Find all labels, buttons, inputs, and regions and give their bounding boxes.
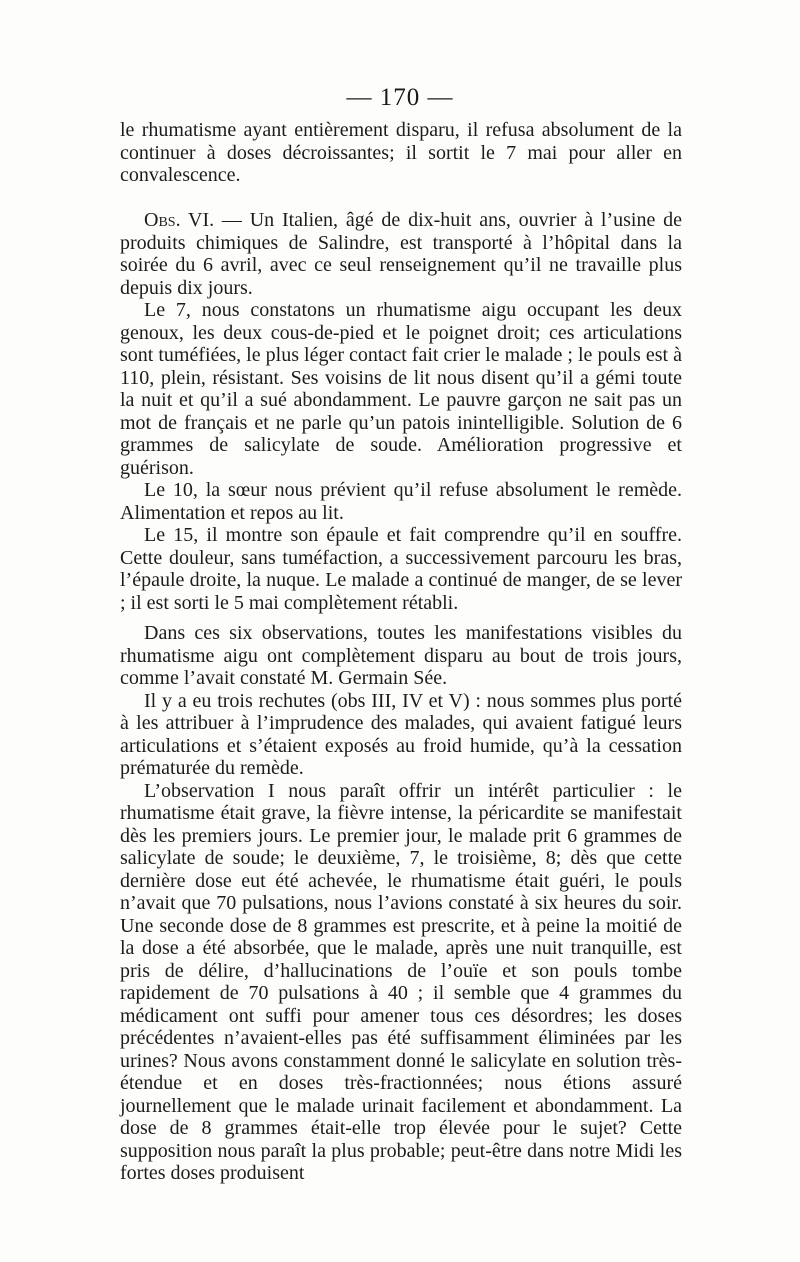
discussion-paragraph-2: Il y a eu trois rechutes (obs III, IV et V) : nous sommes plus porté à les attribuer à l’imprudence des malades, qui avaient fatigué leurs articulations et s’étaient exposés au froid humide, qu’à la cessation prématurée du remède. (120, 689, 682, 779)
continuation-paragraph-block (120, 119, 682, 187)
discussion-paragraph-3: L’observation I nous paraît offrir un intérêt particulier : le rhumatisme était grave, la fièvre intense, la péricardite se manifestait dès les premiers jours. Le premier jour, le malade prit 6 grammes de salicylate de soude; le deuxième, 7, le troisième, 8; dès que cette dernière dose eut été achevée, le rhumatisme était guéri, le pouls n’avait que 70 pulsations, nous l’avions constaté à six heures du soir. Une seconde dose de 8 grammes est prescrite, et à peine la moitié de la dose a été absorbée, que le malade, après une nuit tranquille, est pris de délire, d’hallucinations de l’ouïe et son pouls tombe rapidement de 70 pulsations à 40 ; il semble que 4 grammes du médicament ont suffi pour amener tous ces désordres; les doses précédentes n’avaient-elles pas été suffisamment éliminées par les urines? Nous avons constamment donné le salicylate en solution très-étendue et en doses très-fractionnées; nous étions assuré journellement que le malade urinait facilement et abondamment. La dose de 8 grammes était-elle trop élevée pour le sujet? Cette supposition nous paraît la plus probable; peut-être dans notre Midi les fortes doses produisent (120, 779, 682, 1184)
page-number: — 170 — (346, 84, 454, 111)
observation-vi-paragraph-4: Le 15, il montre son épaule et fait comprendre qu’il en souffre. Cette douleur, sans tuméfaction, a successivement parcouru les bras, l’épaule droite, la nuque. Le malade a continué de manger, de se lever ; il est sorti le 5 mai complètement rétabli. (120, 524, 682, 614)
discussion-paragraph-1: Dans ces six observations, toutes les manifestations visibles du rhumatisme aigu ont complètement disparu au bout de trois jours, comme l’avait constaté M. Germain Sée. (120, 622, 682, 689)
observation-label: Obs. VI. (144, 209, 215, 231)
observation-vi-intro-text: — Un Italien, âgé de dix-huit ans, ouvrier à l’usine de produits chimiques de Salindre, est transporté à l’hôpital dans la soirée du 6 avril, avec ce seul renseignement qu’il ne travaille plus depuis dix jours. (120, 209, 682, 299)
discussion-block (120, 622, 682, 1185)
continuation-paragraph: le rhumatisme ayant entièrement disparu, il refusa absolument de la continuer à doses décroissantes; il sortit le 7 mai pour aller en convalescence. (120, 119, 682, 186)
observation-vi-paragraph-3: Le 10, la sœur nous prévient qu’il refuse absolument le remède. Alimentation et repos au lit. (120, 479, 682, 524)
observation-vi-paragraph-2: Le 7, nous constatons un rhumatisme aigu occupant les deux genoux, les deux cous-de-pied et le poignet droit; ces articulations sont tuméfiées, le plus léger contact fait crier le malade ; le pouls est à 110, plein, résistant. Ses voisins de lit nous disent qu’il a gémi toute la nuit et qu’il a sué abondamment. Le pauvre garçon ne sait pas un mot de français et ne parle qu’un patois inintelligible. Solution de 6 grammes de salicylate de soude. Amélioration progressive et guérison. (120, 299, 682, 479)
observation-vi-block (120, 209, 682, 614)
observation-vi-intro (120, 209, 682, 299)
